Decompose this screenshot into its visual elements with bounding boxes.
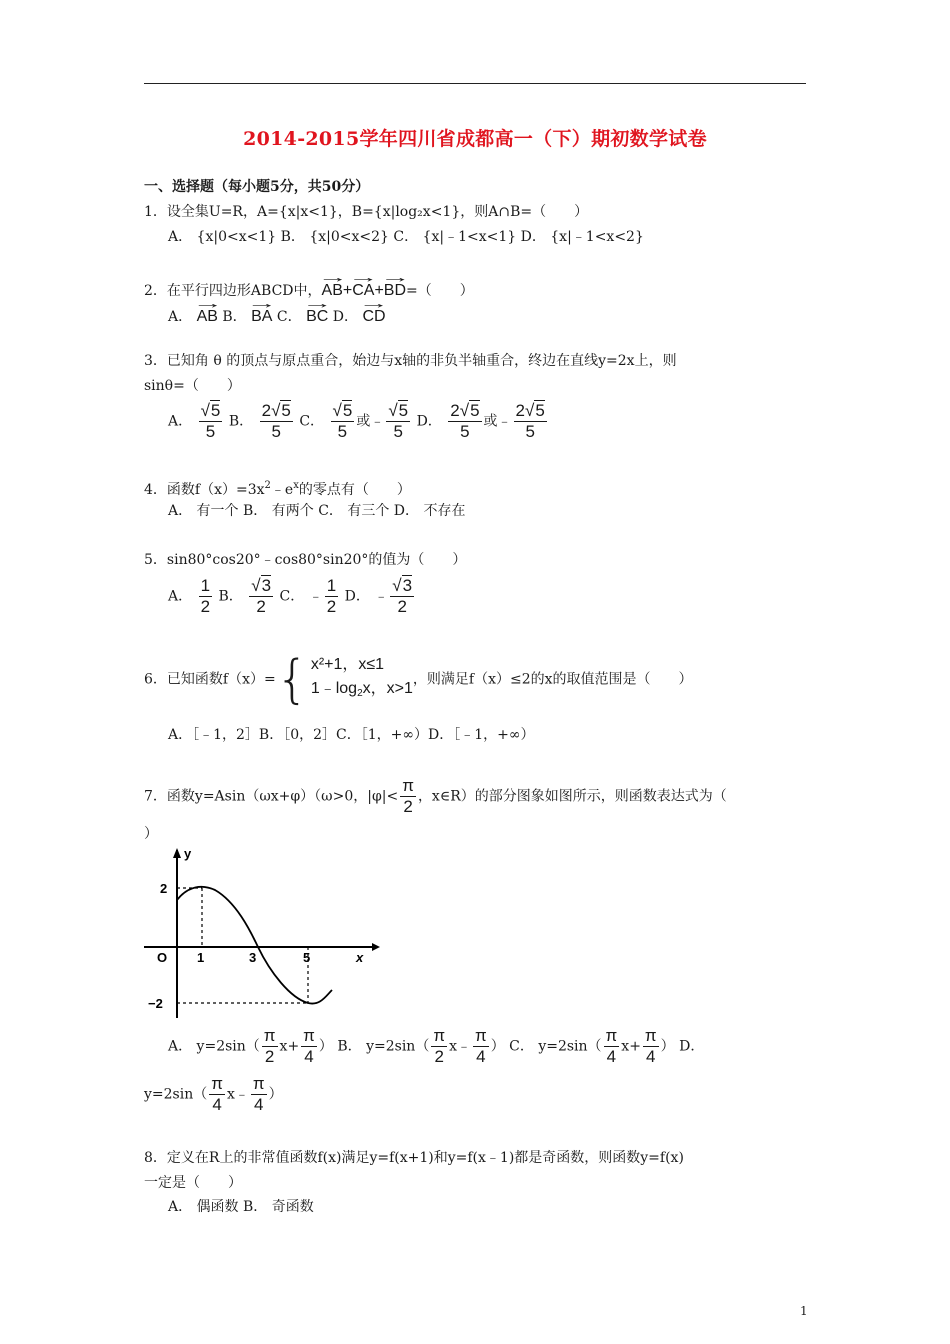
vector-ca: → CA: [352, 276, 374, 300]
vector-ab: → AB: [322, 276, 343, 300]
question-6-stem: 6．已知函数f（x）={ x²+1，x≤1 $1﹣\log_2x$，x>1 ，则满足f（x）≤2的x的取值范围是（ ）: [144, 649, 693, 710]
question-3-stem-2: sinθ=（ ）: [144, 378, 241, 394]
page-title: 2014-2015学年四川省成都高一（下）期初数学试卷: [243, 128, 707, 150]
question-7-stem: 7．函数y=Asin（ωx+φ）（ω>0，|φ|< $\frac{\pi}{2}$ ，x∈R）的部分图象如图所示，则函数表达式为（: [144, 776, 727, 816]
question-5-options: A． $\frac{1}{2}$ B． $\frac{√3}{2}$ C． ﹣ $\frac{1}{2}$ D． ﹣ $\frac{√3}{2}$: [168, 576, 413, 616]
question-8-stem-1: 8．定义在R上的非常值函数f(x)满足y=f(x+1)和y=f(x﹣1)都是奇函数，则函数y=f(x): [144, 1150, 684, 1166]
question-1-options: A． {x|0<x<1} B． {x|0<x<2} C． {x|﹣1<x<1} D． {x|﹣1<x<2}: [168, 229, 644, 245]
page-number: 1: [800, 1304, 808, 1318]
question-4-stem: 4．函数$f(x)=3x^2﹣e^x$的零点有（ ）: [144, 480, 411, 498]
question-7-stem-end: ）: [144, 826, 158, 842]
piecewise-brace: {: [275, 649, 309, 710]
question-2-options: A． → AB B． → BA C． → BC D． → CD: [168, 302, 386, 326]
question-4-options: A． 有一个 B． 有两个 C． 有三个 D． 不存在: [168, 503, 466, 519]
question-3-options: A． $\frac{√5}{5}$ B． $\frac{2√5}{5}$ C． $\frac{√5}{5}$ 或﹣ $\frac{√5}{5}$ D． $\frac{2√5}{5}$ 或﹣ $\frac{2√5}{5}$: [168, 401, 545, 441]
x-axis-label: x: [356, 950, 364, 965]
sine-curve: [177, 887, 332, 1004]
section-heading: 一、选择题（每小题5分，共50分）: [144, 179, 370, 195]
sine-graph: [140, 840, 380, 1020]
top-rule: [144, 83, 806, 84]
question-5-stem: 5．sin80°cos20°﹣cos80°sin20°的值为（ ）: [144, 552, 467, 568]
piecewise-cases: x²+1，x≤1 $1﹣\log_2x$，x>1: [310, 656, 413, 699]
question-7-option-d: y=2sin（ $\frac{\pi}{4}$ x﹣ $\frac{\pi}{4}$ ）: [144, 1074, 283, 1114]
question-3-stem-1: 3．已知角 θ 的顶点与原点重合，始边与x轴的非负半轴重合，终边在直线y=2x上，则: [144, 353, 677, 369]
y-tick-neg2: −2: [148, 996, 163, 1011]
question-6-options: A．［﹣1，2］B．［0，2］C．［1，+∞）D．［﹣1，+∞）: [168, 727, 535, 743]
x-tick-1: 1: [197, 950, 205, 965]
question-8-options: A． 偶函数 B． 奇函数: [168, 1199, 314, 1215]
y-tick-2: 2: [160, 881, 168, 896]
question-7-options: A． y=2sin（ $\frac{\pi}{2}$ x+ $\frac{\pi}{4}$ ） B． y=2sin（ $\frac{\pi}{2}$ x﹣ $\frac{\pi}{4}$ ） C． y=2sin（ $\frac{\pi}{4}$ x+ $\frac{\pi}{4}$ ） D．: [168, 1026, 705, 1066]
y-axis-label: y: [184, 846, 192, 861]
x-tick-5: 5: [303, 950, 311, 965]
question-8-stem-2: 一定是（ ）: [144, 1175, 242, 1191]
vector-bd: → BD: [384, 276, 406, 300]
x-tick-3: 3: [249, 950, 257, 965]
question-1-stem: 1．设全集U=R，A={x|x<1}，B={x|log₂x<1}，则A∩B=（ ）: [144, 204, 589, 220]
question-2-stem: 2．在平行四边形ABCD中，→ AB+→ CA+→ BD=（ ）: [144, 276, 474, 300]
origin-label: O: [157, 950, 168, 965]
